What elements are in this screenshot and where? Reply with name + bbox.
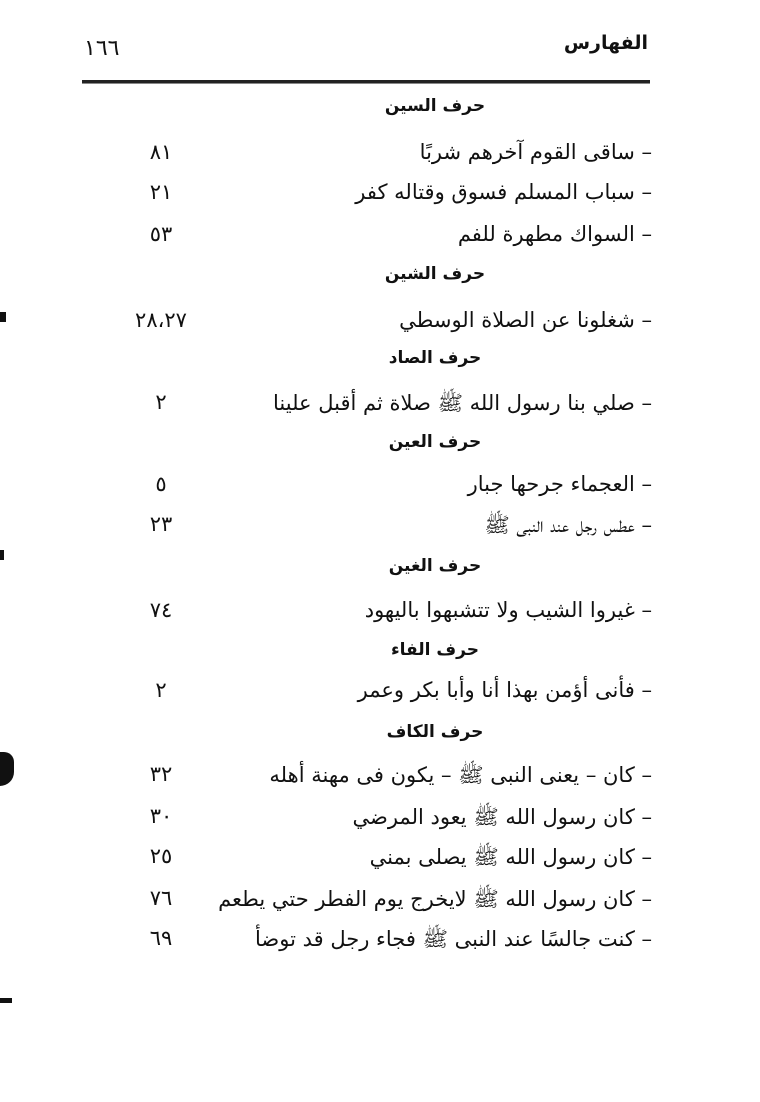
entry-text: – شغلونا عن الصلاة الوسطي bbox=[399, 308, 652, 332]
entry-page-ref: ٣٠ bbox=[149, 804, 173, 828]
section-heading-ghain: حرف الغين bbox=[388, 556, 482, 576]
entry-page-ref: ٢١ bbox=[149, 180, 173, 204]
entry-page-ref: ٧٤ bbox=[149, 598, 173, 622]
entry-page-ref: ٨١ bbox=[149, 140, 173, 164]
index-entry bbox=[80, 308, 652, 338]
entry-page-ref: ٦٩ bbox=[149, 926, 173, 950]
entry-text: – عطس رجل عند النبى ﷺ bbox=[484, 513, 652, 537]
entry-page-ref: ٢ bbox=[155, 390, 167, 414]
scan-mark bbox=[0, 550, 4, 560]
index-entry bbox=[80, 598, 652, 628]
entry-page-ref: ٢ bbox=[155, 678, 167, 702]
entry-text: – كان رسول الله ﷺ يصلى بمني bbox=[369, 845, 652, 869]
entry-text: – كان رسول الله ﷺ لايخرج يوم الفطر حتي يطعم bbox=[218, 887, 652, 911]
scan-mark bbox=[0, 998, 12, 1003]
section-heading-ain: حرف العين bbox=[388, 432, 482, 452]
index-entry bbox=[80, 844, 652, 874]
section-heading-shin: حرف الشين bbox=[384, 264, 486, 284]
index-entry bbox=[80, 472, 652, 502]
entry-text: – فأنى أؤمن بهذا أنا وأبا بكر وعمر bbox=[357, 678, 652, 702]
index-entry bbox=[80, 678, 652, 708]
index-entry bbox=[80, 926, 652, 956]
entry-page-ref: ٢٣ bbox=[149, 512, 173, 536]
section-heading-sin: حرف السين bbox=[384, 96, 486, 116]
entry-text: – السواك مطهرة للفم bbox=[457, 222, 652, 246]
entry-text: – سباب المسلم فسوق وقتاله كفر bbox=[355, 180, 652, 204]
index-entry bbox=[80, 140, 652, 170]
entry-text: – ساقى القوم آخرهم شربًا bbox=[419, 140, 652, 164]
section-heading-kaf: حرف الكاف bbox=[386, 722, 484, 742]
scan-mark bbox=[0, 312, 6, 322]
page-number: ١٦٦ bbox=[84, 36, 120, 61]
entry-text: – صلي بنا رسول الله ﷺ صلاة ثم أقبل علينا bbox=[273, 391, 652, 415]
entry-page-ref: ٧٦ bbox=[149, 886, 173, 910]
section-heading-sad: حرف الصاد bbox=[388, 348, 482, 368]
index-entry bbox=[80, 762, 652, 792]
entry-text: – كان – يعنى النبى ﷺ – يكون فى مهنة أهله bbox=[269, 763, 652, 787]
entry-page-ref: ٥ bbox=[155, 472, 167, 496]
section-heading-fa: حرف الفاء bbox=[390, 640, 479, 660]
index-entry bbox=[80, 180, 652, 210]
entry-text: – كان رسول الله ﷺ يعود المرضي bbox=[352, 805, 652, 829]
entry-text: – غيروا الشيب ولا تتشبهوا باليهود bbox=[364, 598, 652, 622]
entry-page-ref: ٥٣ bbox=[149, 222, 173, 246]
index-entry bbox=[80, 804, 652, 834]
index-entry bbox=[80, 390, 652, 420]
entry-text: – كنت جالسًا عند النبى ﷺ فجاء رجل قد توضأ bbox=[255, 927, 652, 951]
index-entry bbox=[80, 512, 652, 542]
entry-page-ref: ٣٢ bbox=[149, 762, 173, 786]
entry-page-ref: ٢٥ bbox=[149, 844, 173, 868]
running-header-title: الفهارس bbox=[563, 32, 648, 54]
index-entry bbox=[80, 222, 652, 252]
index-entry bbox=[80, 886, 652, 916]
entry-text: – العجماء جرحها جبار bbox=[467, 472, 652, 496]
entry-page-ref: ٢٨،٢٧ bbox=[135, 308, 187, 332]
